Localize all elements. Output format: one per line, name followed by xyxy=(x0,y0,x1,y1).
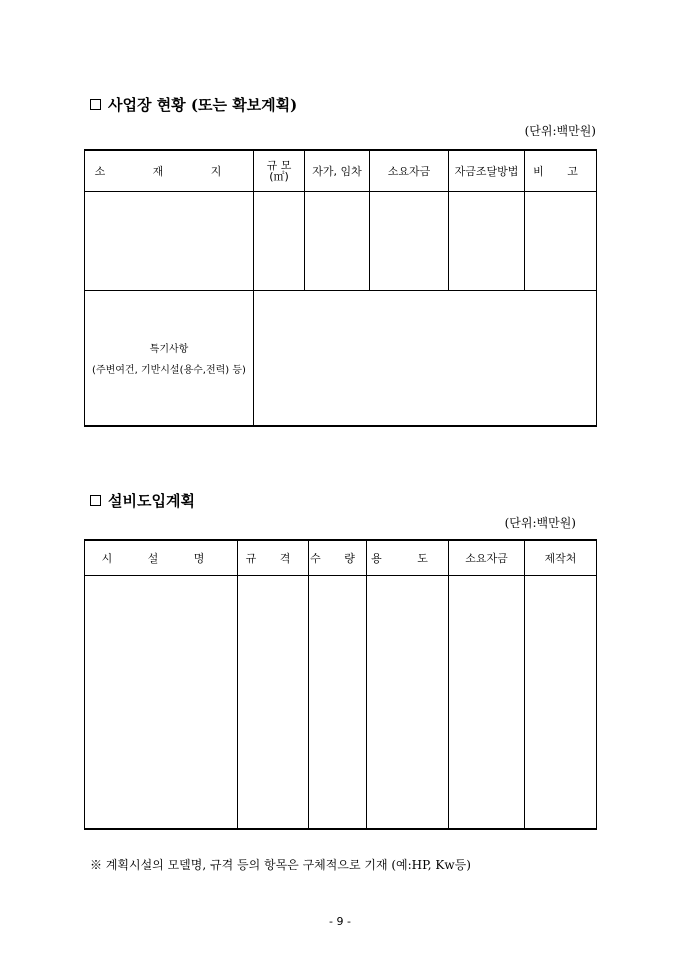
footnote: ※ 계획시설의 모델명, 규격 등의 항목은 구체적으로 기재 (예:HP, Kw등) xyxy=(90,858,471,872)
cell-required-funds[interactable] xyxy=(370,192,449,291)
special-row xyxy=(85,291,597,427)
special-label: 특기사항 xyxy=(149,344,189,355)
header-usage: 용 도 xyxy=(367,540,449,576)
cell-quantity[interactable] xyxy=(309,576,367,830)
equipment-plan-table xyxy=(84,539,597,830)
section2-title-text: 설비도입계획 xyxy=(108,492,195,510)
header-spec: 규 격 xyxy=(238,540,309,576)
header-funding-method: 자금조달방법 xyxy=(449,150,525,192)
special-content-cell[interactable] xyxy=(254,291,597,427)
header-required-funds: 소요자금 xyxy=(370,150,449,192)
special-sub-label: (주변여건, 기반시설(용수,전력) 등) xyxy=(92,365,246,376)
checkbox-square-icon xyxy=(90,495,101,506)
header-remarks: 비 고 xyxy=(525,150,597,192)
header-manufacturer: 제작처 xyxy=(525,540,597,576)
cell-location[interactable] xyxy=(85,192,254,291)
header-size-label: 규 모 xyxy=(266,159,292,172)
business-site-table xyxy=(84,149,597,427)
page-number: - 9 - xyxy=(329,915,351,928)
table-row xyxy=(85,192,597,291)
cell-required-funds[interactable] xyxy=(449,576,525,830)
section1-title-text: 사업장 현황 (또는 확보계획) xyxy=(108,96,298,114)
header-size xyxy=(254,150,305,192)
checkbox-square-icon xyxy=(90,99,101,110)
section2-title xyxy=(90,490,195,511)
section2-unit: (단위:백만원) xyxy=(504,516,576,530)
special-label-cell xyxy=(85,291,254,427)
header-quantity: 수 량 xyxy=(309,540,367,576)
cell-funding-method[interactable] xyxy=(449,192,525,291)
section1-title xyxy=(90,94,297,115)
cell-remarks[interactable] xyxy=(525,192,597,291)
header-ownership: 자가, 임차 xyxy=(305,150,370,192)
table-row xyxy=(85,576,597,830)
header-location: 소 재 지 xyxy=(85,150,254,192)
section1-unit: (단위:백만원) xyxy=(524,124,596,138)
cell-ownership[interactable] xyxy=(305,192,370,291)
cell-size[interactable] xyxy=(254,192,305,291)
header-size-unit: (㎡) xyxy=(269,170,289,183)
header-required-funds: 소요자금 xyxy=(449,540,525,576)
cell-spec[interactable] xyxy=(238,576,309,830)
header-facility-name: 시 설 명 xyxy=(85,540,238,576)
cell-facility-name[interactable] xyxy=(85,576,238,830)
cell-manufacturer[interactable] xyxy=(525,576,597,830)
cell-usage[interactable] xyxy=(367,576,449,830)
